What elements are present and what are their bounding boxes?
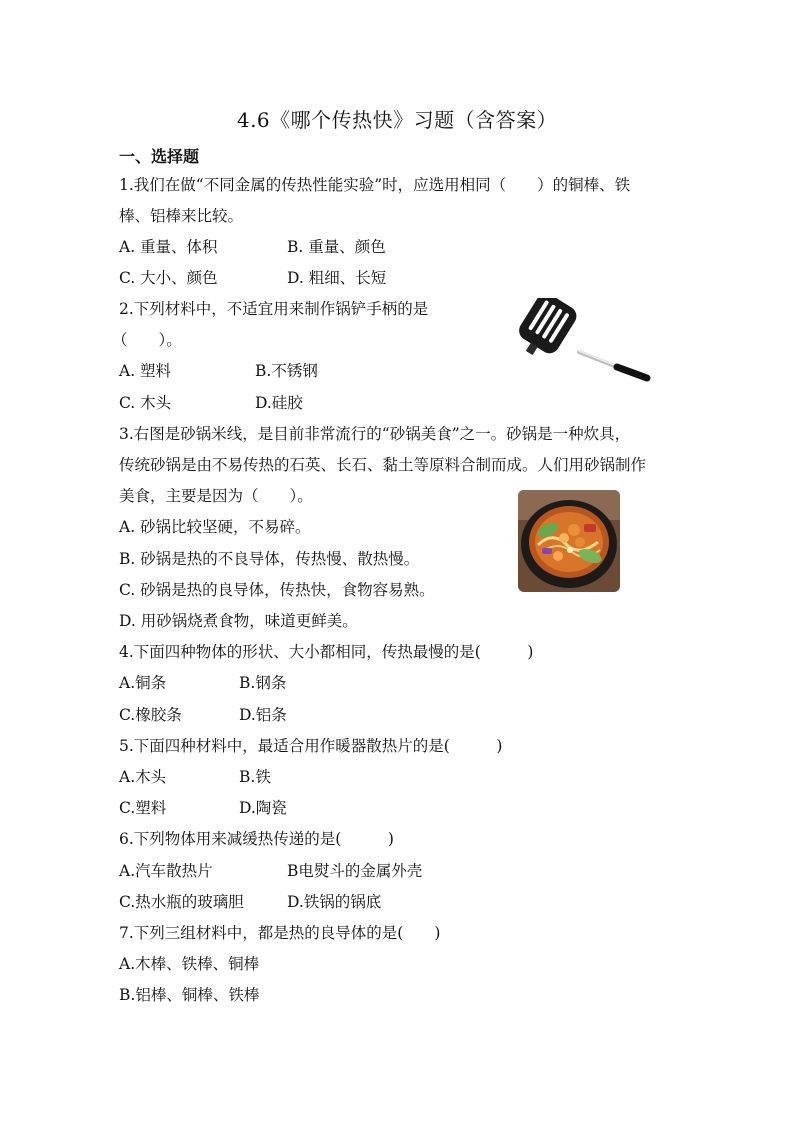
question-4-option-c: C.橡胶条: [119, 706, 182, 724]
question-6-option-a: A.汽车散热片: [119, 862, 213, 880]
question-1-text-line2: 棒、铝棒来比较。: [119, 207, 244, 225]
clay-pot-noodles-image: [518, 490, 620, 592]
question-3-option-b: B. 砂锅是热的不良导体，传热慢、散热慢。: [119, 550, 420, 568]
question-6-option-c: C.热水瓶的玻璃胆: [119, 893, 244, 911]
document-title: 4.6《哪个传热快》习题（含答案）: [236, 108, 558, 132]
question-3-text-line2: 传统砂锅是由不易传热的石英、长石、黏土等原料合制而成。人们用砂锅制作: [119, 456, 647, 474]
question-3-option-d: D. 用砂锅烧煮食物，味道更鲜美。: [119, 612, 358, 630]
question-3-text-line1: 3.右图是砂锅米线，是目前非常流行的“砂锅美食”之一。砂锅是一种炊具，: [119, 425, 631, 443]
question-6-option-d: D.铁锅的锅底: [287, 893, 382, 911]
question-5-text: 5.下面四种材料中，最适合用作暖器散热片的是( ): [119, 737, 503, 755]
question-3-text-line3: 美食，主要是因为（ ）。: [119, 487, 313, 505]
question-1-option-b: B. 重量、颜色: [287, 238, 386, 256]
question-7-option-b: B.铝棒、铜棒、铁棒: [119, 986, 260, 1004]
question-5-option-b: B.铁: [239, 768, 271, 786]
question-2-option-b: B.不锈钢: [255, 362, 318, 380]
spatula-image: [519, 298, 657, 386]
question-4-option-b: B.钢条: [239, 674, 287, 692]
question-2-text-line2: （ ）。: [112, 331, 182, 349]
question-2-option-c: C. 木头: [119, 394, 172, 412]
question-5-option-a: A.木头: [119, 768, 167, 786]
question-5-option-d: D.陶瓷: [239, 799, 287, 817]
question-1-option-c: C. 大小、颜色: [119, 269, 218, 287]
question-4-option-a: A.铜条: [119, 674, 167, 692]
question-1-option-d: D. 粗细、长短: [287, 269, 387, 287]
section-heading: 一、选择题: [119, 147, 200, 166]
question-7-option-a: A.木棒、铁棒、铜棒: [119, 955, 260, 973]
question-3-option-a: A. 砂锅比较坚硬，不易碎。: [119, 518, 311, 536]
question-1-text-line1: 1.我们在做“不同金属的传热性能实验”时，应选用相同（ ）的铜棒、铁: [119, 176, 631, 194]
question-4-option-d: D.铝条: [239, 706, 287, 724]
question-6-option-b: B电熨斗的金属外壳: [287, 862, 423, 880]
question-4-text: 4.下面四种物体的形状、大小都相同，传热最慢的是( ): [119, 643, 534, 661]
question-5-option-c: C.塑料: [119, 799, 167, 817]
question-2-option-d: D.硅胶: [255, 394, 303, 412]
question-2-text-line1: 2.下列材料中，不适宜用来制作锅铲手柄的是: [119, 300, 429, 318]
question-3-option-c: C. 砂锅是热的良导体，传热快，食物容易熟。: [119, 581, 435, 599]
question-2-option-a: A. 塑料: [119, 362, 172, 380]
question-7-text: 7.下列三组材料中，都是热的良导体的是( ): [119, 924, 441, 942]
question-6-text: 6.下列物体用来减缓热传递的是( ): [119, 830, 394, 848]
question-1-option-a: A. 重量、体积: [119, 238, 218, 256]
